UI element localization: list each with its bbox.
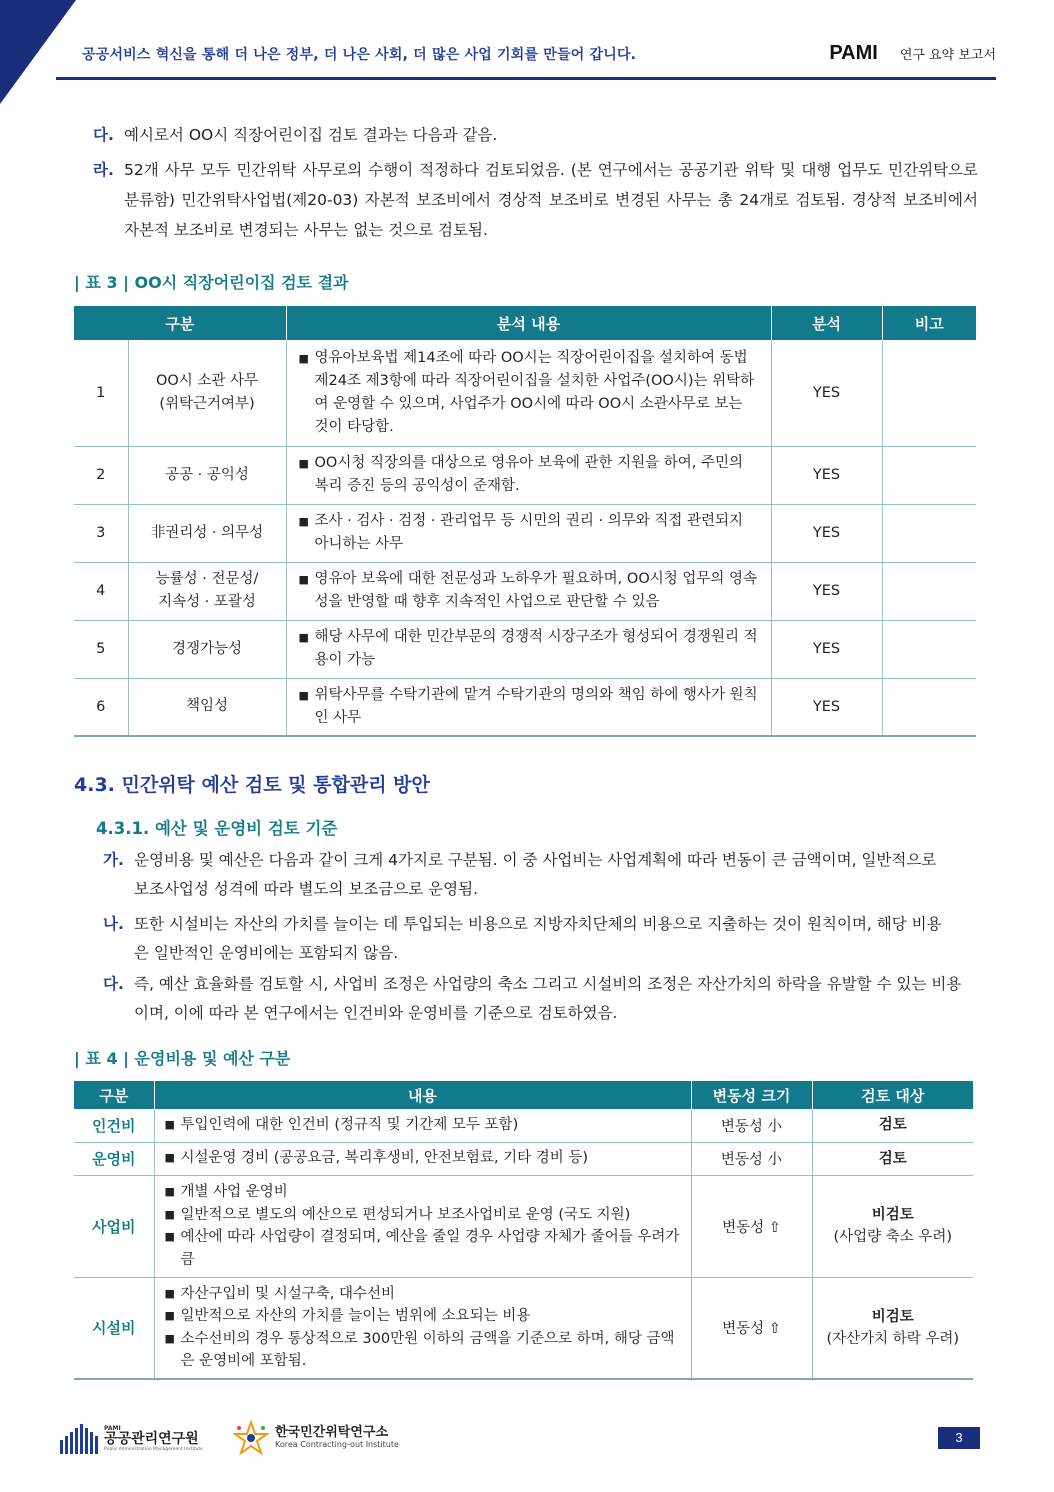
table-header-row	[74, 306, 976, 340]
row-label: 사업비	[74, 1175, 154, 1277]
row-number: 4	[74, 562, 128, 620]
col-header-content: 내용	[154, 1081, 691, 1109]
row-number: 6	[74, 678, 128, 736]
para-mark: 가.	[103, 851, 124, 869]
corner-decoration	[0, 0, 76, 104]
col-header-category: 구분	[74, 1081, 154, 1109]
para-text: 예시로서 OO시 직장어린이집 검토 결과는 다음과 같음.	[124, 126, 498, 144]
kci-logo-sub: Korea Contracting-out Institute	[275, 1439, 399, 1449]
row-variability: 변동성 ⇧	[691, 1175, 812, 1277]
content-item: 일반적으로 자산의 가치를 늘이는 범위에 소요되는 비용	[180, 1308, 531, 1325]
row-content	[154, 1142, 691, 1175]
para-text: 즉, 예산 효율화를 검토할 시, 사업비 조정은 사업량의 축소 그리고 시설비의 조정은 자산가치의 하락을 유발할 수 있는 비용이며, 이에 따라 본 연구에서는 인건비와 운영비를 기준으로 검토하였음.	[134, 975, 962, 1022]
row-note	[882, 340, 976, 446]
row-target	[812, 1175, 973, 1277]
bullet-icon: ■	[164, 1207, 175, 1221]
row-content	[286, 620, 771, 678]
content-text: 조사 · 검사 · 검정 · 관리업무 등 시민의 권리 · 의무와 직접 관련되지 아니하는 사무	[314, 513, 744, 552]
row-variability: 변동성 ⇧	[691, 1277, 812, 1379]
pami-logo-text	[104, 1426, 203, 1453]
content-item: 개별 사업 운영비	[180, 1184, 288, 1200]
kci-logo-name: 한국민간위탁연구소	[275, 1425, 389, 1441]
kci-logo-text	[275, 1426, 399, 1449]
row-content	[286, 562, 771, 620]
content-text: 영유아보육법 제14조에 따라 OO시는 직장어린이집을 설치하여 동법 제24조 제3항에 따라 직장어린이집을 설치한 사업주(OO시)는 위탁하여 운영할 수 있으며, 사업주가 OO시에 따라 OO시 소관사무로 보는 것이 타당함.	[314, 349, 755, 435]
section-para-ga	[103, 846, 948, 904]
header-brand: PAMI	[829, 42, 878, 64]
row-label: 인건비	[74, 1109, 154, 1142]
kci-logo-icon	[233, 1420, 269, 1456]
intro-para-ra	[93, 155, 978, 245]
table-row	[74, 678, 976, 736]
header-rule	[56, 77, 996, 80]
row-result: YES	[771, 340, 882, 446]
content-item: 일반적으로 별도의 예산으로 편성되거나 보조사업비로 운영 (국도 지원)	[180, 1206, 631, 1223]
target-note: (사업량 축소 우려)	[833, 1229, 953, 1245]
row-variability: 변동성 小	[691, 1142, 812, 1175]
row-note	[882, 620, 976, 678]
bullet-icon: ■	[164, 1230, 175, 1243]
content-text: 해당 사무에 대한 민간부문의 경쟁적 시장구조가 형성되어 경쟁원리 적용이 가능	[314, 629, 758, 668]
col-header-result: 분석	[771, 306, 882, 340]
table-row	[74, 1277, 973, 1379]
row-content	[286, 678, 771, 736]
bullet-icon: ■	[298, 515, 309, 528]
section-para-da	[103, 970, 963, 1028]
bullet-icon: ■	[164, 1309, 175, 1323]
table-header-row	[74, 1081, 973, 1109]
pami-logo-sub: Public Administration Management Institute	[104, 1446, 203, 1452]
row-target	[812, 1142, 973, 1175]
para-text: 또한 시설비는 자산의 가치를 늘이는 데 투입되는 비용으로 지방자치단체의 비용으로 지출하는 것이 원칙이며, 해당 비용은 일반적인 운영비에는 포함되지 않음.	[134, 915, 942, 962]
bullet-icon: ■	[298, 631, 309, 644]
row-category: 공공 · 공익성	[128, 446, 286, 504]
pami-logo	[60, 1424, 203, 1454]
row-content	[286, 446, 771, 504]
row-content	[286, 504, 771, 562]
col-header-target: 검토 대상	[812, 1081, 973, 1109]
row-category: OO시 소관 사무 (위탁근거여부)	[128, 340, 286, 446]
row-label: 운영비	[74, 1142, 154, 1175]
col-header-category: 구분	[74, 306, 286, 340]
para-mark: 라.	[93, 161, 114, 179]
pami-logo-icon	[60, 1424, 98, 1454]
bullet-icon: ■	[164, 1185, 175, 1198]
table-row	[74, 1142, 973, 1175]
table4	[74, 1081, 973, 1380]
section-heading: 4.3. 민간위탁 예산 검토 및 통합관리 방안	[74, 774, 430, 796]
intro-para-da	[93, 120, 978, 150]
row-note	[882, 504, 976, 562]
bullet-icon: ■	[164, 1286, 175, 1300]
row-content	[154, 1109, 691, 1142]
row-content	[154, 1277, 691, 1379]
row-category: 책임성	[128, 678, 286, 736]
target-note: (자산가치 하락 우려)	[826, 1330, 960, 1347]
header-right	[829, 42, 996, 65]
para-text: 52개 사무 모두 민간위탁 사무로의 수행이 적정하다 검토되었음. (본 연구에서는 공공기관 위탁 및 대행 업무도 민간위탁으로 분류함) 민간위탁사업법(제20-03) 자본적 보조비에서 경상적 보조비로 변경된 사무는 총 24개로 검토됨. 경상적 보조비에서 자본적 보조비로 변경되는 사무는 없는 것으로 검토됨.	[124, 161, 978, 239]
row-note	[882, 678, 976, 736]
bullet-icon: ■	[164, 1118, 175, 1131]
bullet-icon: ■	[298, 573, 309, 586]
table-row	[74, 620, 976, 678]
row-target	[812, 1277, 973, 1379]
row-result: YES	[771, 504, 882, 562]
content-text: 영유아 보육에 대한 전문성과 노하우가 필요하며, OO시청 업무의 영속성을 반영할 때 향후 지속적인 사업으로 판단할 수 있음	[314, 571, 757, 610]
col-header-note: 비고	[882, 306, 976, 340]
bullet-icon: ■	[298, 351, 309, 365]
para-text: 운영비용 및 예산은 다음과 같이 크게 4가지로 구분됨. 이 중 사업비는 사업계획에 따라 변동이 큰 금액이며, 일반적으로 보조사업성 성격에 따라 별도의 보조금으로 운영됨.	[134, 851, 937, 898]
target-text: 비검토	[871, 1308, 914, 1325]
row-result: YES	[771, 562, 882, 620]
content-text: 위탁사무를 수탁기관에 맡겨 수탁기관의 명의와 책임 하에 행사가 원칙인 사무	[314, 686, 758, 726]
row-number: 2	[74, 446, 128, 504]
row-content	[286, 340, 771, 446]
table4-title: | 표 4 | 운영비용 및 예산 구분	[74, 1049, 291, 1068]
row-category: 경쟁가능성	[128, 620, 286, 678]
table-row	[74, 340, 976, 446]
subsection-heading: 4.3.1. 예산 및 운영비 검토 기준	[96, 819, 338, 838]
pami-logo-name: 공공관리연구원	[104, 1431, 199, 1448]
row-number: 3	[74, 504, 128, 562]
row-content	[154, 1175, 691, 1277]
header-slogan: 공공서비스 혁신을 통해 더 나은 정부, 더 나은 사회, 더 많은 사업 기회를 만들어 갑니다.	[82, 47, 637, 63]
col-header-variability: 변동성 크기	[691, 1081, 812, 1109]
content-text: OO시청 직장의를 대상으로 영유아 보육에 관한 지원을 하여, 주민의 복리 증진 등의 공익성이 준재함.	[314, 455, 743, 494]
target-text: 검토	[878, 1117, 907, 1134]
table3-title: | 표 3 | OO시 직장어린이집 검토 결과	[74, 273, 349, 292]
para-mark: 나.	[103, 915, 124, 933]
kci-logo	[233, 1420, 399, 1456]
row-category: 非권리성 · 의무성	[128, 504, 286, 562]
content-item: 예산에 따라 사업량이 결정되며, 예산을 줄일 경우 사업량 자체가 줄어들 우려가 큼	[180, 1229, 680, 1268]
pami-logo-small: PAMI	[104, 1424, 121, 1432]
table-row	[74, 1175, 973, 1277]
bullet-icon: ■	[164, 1331, 175, 1345]
row-number: 1	[74, 340, 128, 446]
content-item: 소수선비의 경우 통상적으로 300만원 이하의 금액을 기준으로 하며, 해당 금액은 운영비에 포함됨.	[180, 1330, 675, 1370]
row-target	[812, 1109, 973, 1142]
table-row	[74, 446, 976, 504]
row-label: 시설비	[74, 1277, 154, 1379]
col-header-content: 분석 내용	[286, 306, 771, 340]
content-item: 시설운영 경비 (공공요금, 복리후생비, 안전보험료, 기타 경비 등)	[180, 1150, 589, 1167]
bullet-icon: ■	[164, 1151, 175, 1165]
page-number: 3	[938, 1427, 980, 1449]
bullet-icon: ■	[298, 688, 309, 702]
bullet-icon: ■	[298, 457, 309, 470]
row-result: YES	[771, 620, 882, 678]
target-text: 검토	[878, 1150, 907, 1167]
row-result: YES	[771, 678, 882, 736]
row-number: 5	[74, 620, 128, 678]
para-mark: 다.	[103, 975, 124, 993]
row-result: YES	[771, 446, 882, 504]
target-text: 비검토	[871, 1207, 914, 1223]
row-note	[882, 446, 976, 504]
row-note	[882, 562, 976, 620]
table-row	[74, 562, 976, 620]
table3	[74, 306, 976, 737]
content-item: 투입인력에 대한 인건비 (정규직 및 기간제 모두 포함)	[180, 1117, 519, 1133]
content-item: 자산구입비 및 시설구축, 대수선비	[180, 1285, 396, 1302]
table-row	[74, 1109, 973, 1142]
para-mark: 다.	[93, 126, 114, 144]
header-report-type: 연구 요약 보고서	[899, 48, 996, 63]
row-category: 능률성 · 전문성/ 지속성 · 포괄성	[128, 562, 286, 620]
row-variability: 변동성 小	[691, 1109, 812, 1142]
section-para-na	[103, 910, 948, 968]
table-row	[74, 504, 976, 562]
